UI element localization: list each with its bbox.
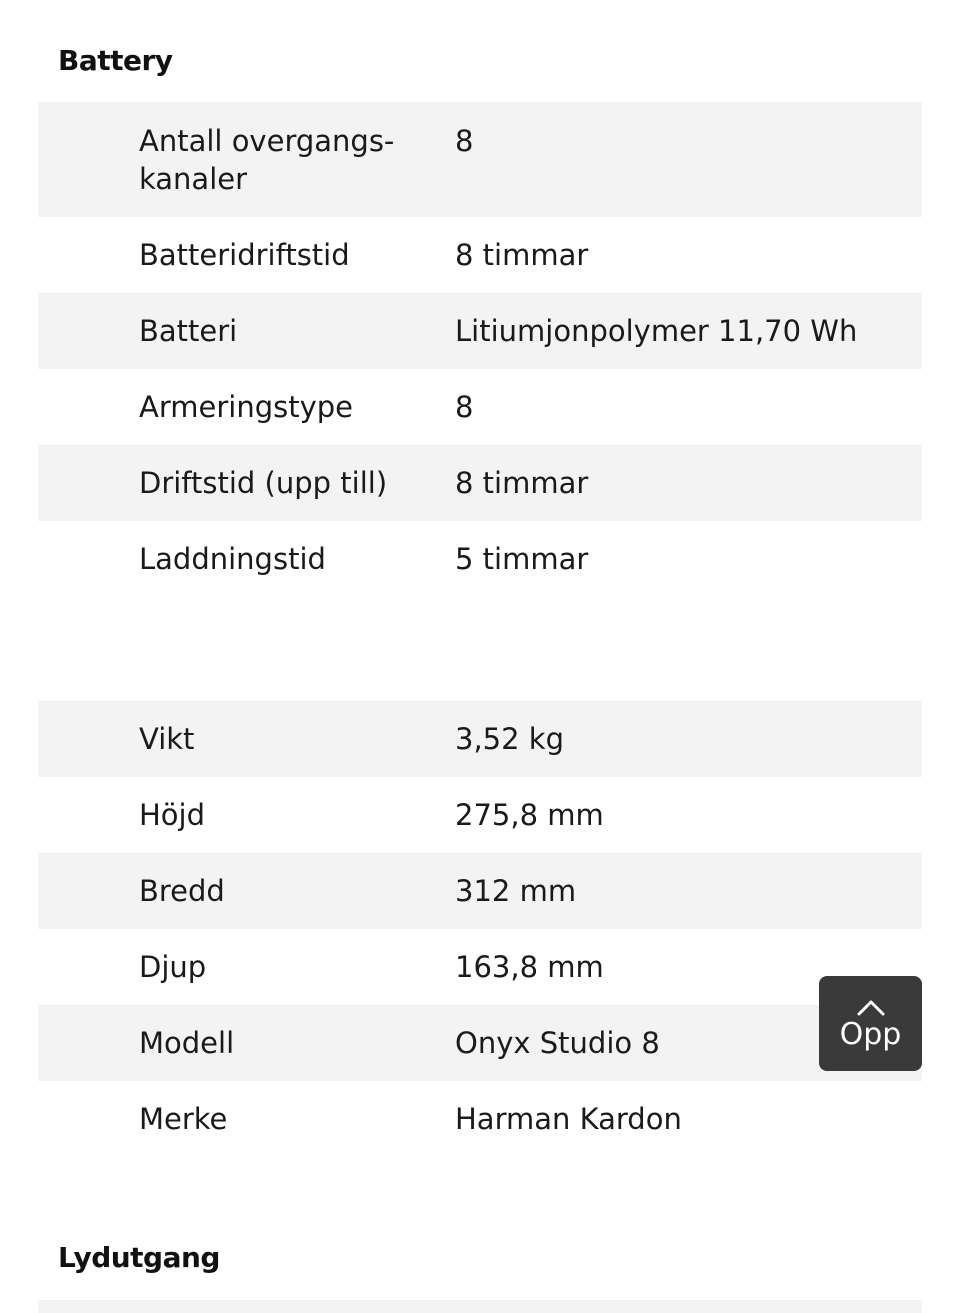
spec-value: 8 [455, 124, 474, 158]
back-to-top-button[interactable] [819, 976, 922, 1071]
table-row [38, 102, 922, 217]
spec-label: Modell [139, 1026, 235, 1060]
spec-label: Laddningstid [139, 542, 326, 576]
table-row [38, 1081, 922, 1157]
table-row [38, 521, 922, 597]
section-title-battery: Battery [58, 44, 173, 77]
spec-label: Djup [139, 950, 207, 984]
section-title-audio-output: Lydutgang [58, 1241, 220, 1274]
spec-value: 163,8 mm [455, 950, 604, 984]
table-row [38, 445, 922, 521]
spec-value: 5 timmar [455, 542, 589, 576]
spec-value: Litiumjonpolymer 11,70 Wh [455, 314, 858, 348]
table-row [38, 369, 922, 445]
spec-value: 275,8 mm [455, 798, 604, 832]
table-row [38, 777, 922, 853]
spec-value: Onyx Studio 8 [455, 1026, 660, 1060]
battery-spec-table [38, 102, 922, 597]
table-row [38, 853, 922, 929]
chevron-up-icon [856, 998, 886, 1016]
spec-value: 3,52 kg [455, 722, 564, 756]
spec-label: Bredd [139, 874, 225, 908]
spec-label-line-2: kanaler [139, 162, 248, 196]
table-row [38, 293, 922, 369]
spec-label: Vikt [139, 722, 195, 756]
spec-value: Harman Kardon [455, 1102, 682, 1136]
spec-label: Batteri [139, 314, 238, 348]
spec-label: Armeringstype [139, 390, 354, 424]
spec-value: 8 [455, 390, 474, 424]
spec-value: 8 timmar [455, 466, 589, 500]
spec-label [38, 102, 455, 198]
general-spec-table [38, 701, 922, 1157]
table-row [38, 217, 922, 293]
next-table-row-edge [38, 1300, 922, 1313]
back-to-top-label: Opp [839, 1016, 902, 1052]
spec-value: 312 mm [455, 874, 577, 908]
spec-label-line-1: Antall overgangs- [139, 124, 395, 158]
table-row [38, 701, 922, 777]
spec-label: Merke [139, 1102, 228, 1136]
table-row [38, 1005, 922, 1081]
spec-value: 8 timmar [455, 238, 589, 272]
spec-label: Höjd [139, 798, 206, 832]
spec-label: Driftstid (upp till) [139, 466, 388, 500]
table-row [38, 929, 922, 1005]
spec-label: Batteridriftstid [139, 238, 350, 272]
